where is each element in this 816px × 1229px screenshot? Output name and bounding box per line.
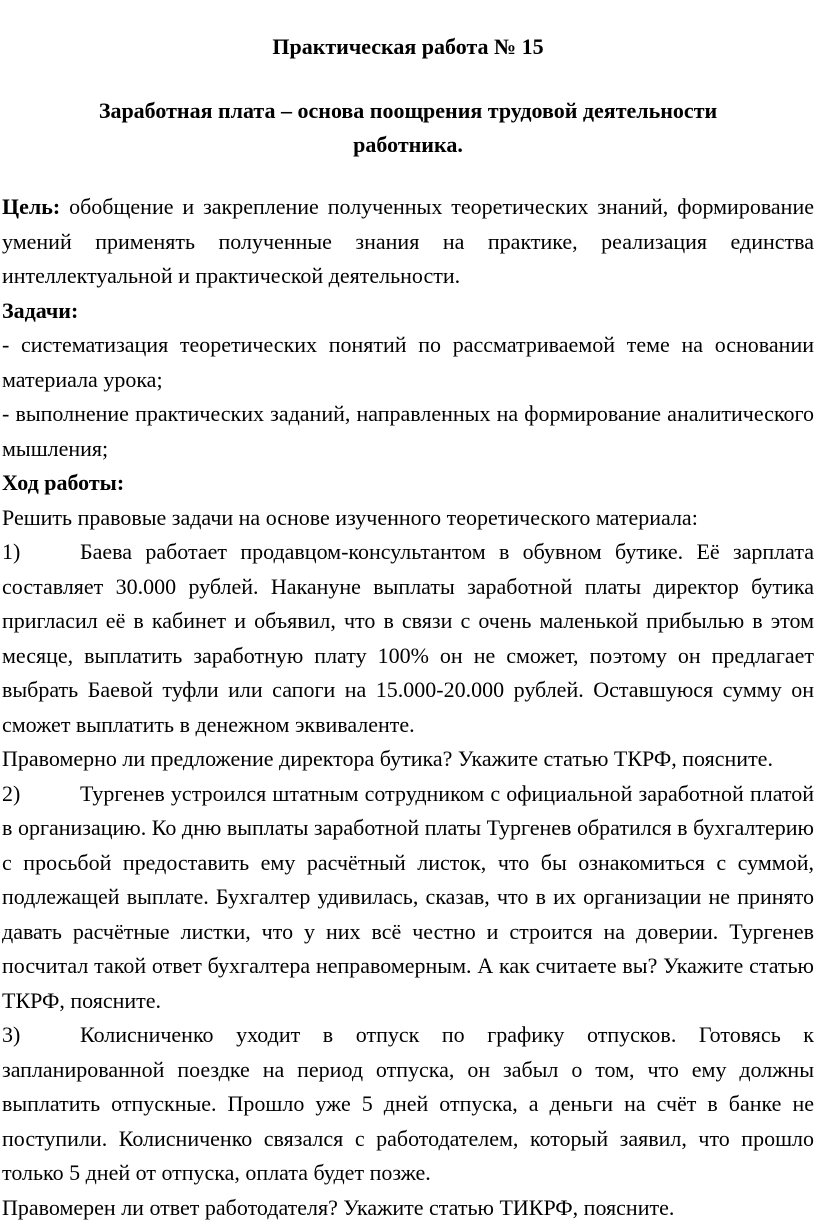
problem-text: Тургенев устроился штатным сотрудником с официальной заработной платой в организацию. Ко дню выплаты заработной платы Тургенев обратился в бухгалтерию с просьбой предоставить ему расчётный листок, что бы ознакомиться с суммой, подлежащей выплате. Бухгалтер удивилась, сказав, что в их организации не принято давать расчётные листки, что у них всё честно и строится на доверии. Тургенев посчитал такой ответ бухгалтера неправомерным. А как считаете вы? Укажите статью ТКРФ, поясните.	[2, 780, 814, 1013]
tasks-heading: Задачи:	[2, 297, 79, 323]
page-title: Практическая работа № 15	[272, 34, 544, 59]
problem-1	[2, 535, 814, 742]
problem-2	[2, 777, 814, 1019]
problem-3-question: Правомерен ли ответ работодателя? Укажите статью ТИКРФ, поясните.	[2, 1194, 675, 1220]
problem-text: Колисниченко уходит в отпуск по графику отпусков. Готовясь к запланированной поездке на период отпуска, он забыл о том, что ему должны выплатить отпускные. Прошло уже 5 дней отпуска, а деньги на счёт в банке не поступили. Колисниченко связался с работодателем, который заявил, что прошло только 5 дней от отпуска, оплата будет позже.	[2, 1022, 814, 1185]
page-subtitle: Заработная плата – основа поощрения трудовой деятельности работника.	[98, 98, 718, 157]
progress-heading: Ход работы:	[2, 470, 125, 495]
problem-3	[2, 1018, 814, 1191]
task-item: - систематизация теоретических понятий по рассматриваемой теме на основании материала урока;	[2, 332, 814, 392]
problem-number: 1)	[2, 539, 21, 564]
problem-text: Баева работает продавцом-консультантом в обувном бутике. Её зарплата составляет 30.000 рублей. Накануне выплаты заработной платы директор бутика пригласил её в кабинет и объявил, что в связи с очень маленькой прибылью в этом месяце, выплатить заработную плату 100% он не сможет, поэтому он предлагает выбрать Баевой туфли или сапоги на 15.000-20.000 рублей. Оставшуюся сумму он сможет выплатить в денежном эквиваленте.	[2, 539, 814, 737]
goal-label: Цель:	[2, 194, 61, 219]
progress-intro: Решить правовые задачи на основе изученного теоретического материала:	[2, 504, 698, 530]
problem-number: 3)	[2, 1022, 21, 1047]
problem-1-question: Правомерно ли предложение директора бутика? Укажите статью ТКРФ, поясните.	[2, 746, 773, 771]
goal-text: обобщение и закрепление полученных теоретических знаний, формирование умений применять полученные знания на практике, реализация единства интеллектуальной и практической деятельности.	[2, 194, 814, 288]
goal-paragraph	[2, 190, 814, 294]
problem-number: 2)	[2, 780, 21, 806]
task-item: - выполнение практических заданий, направленных на формирование аналитического мышления;	[2, 401, 814, 461]
